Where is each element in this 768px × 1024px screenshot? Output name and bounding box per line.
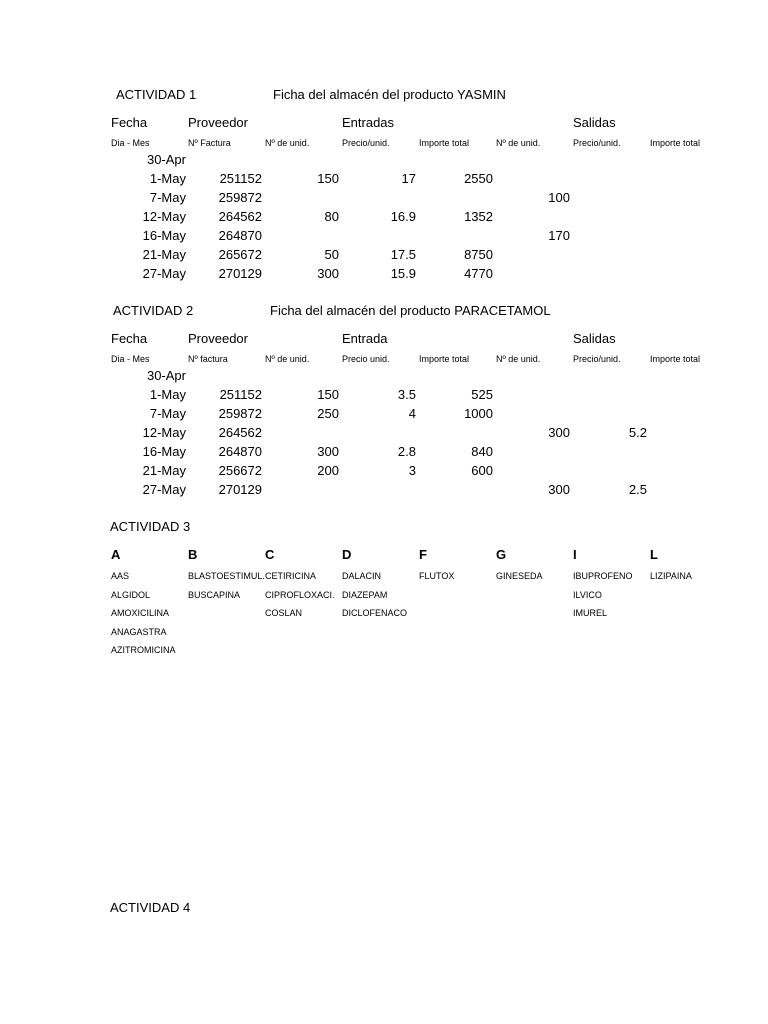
cell-fecha: 21-May bbox=[142, 247, 186, 262]
subheader-cell: Nº de unid. bbox=[265, 354, 310, 364]
cell-e-unid: 200 bbox=[317, 463, 339, 478]
column-letter: A bbox=[111, 547, 121, 562]
cell-e-unid: 80 bbox=[324, 209, 339, 224]
drug-item: AMOXICILINA bbox=[111, 608, 170, 618]
cell-e-unid: 150 bbox=[317, 387, 339, 402]
cell-e-importe: 840 bbox=[471, 444, 493, 459]
table-row bbox=[0, 209, 768, 227]
subheader-cell: Nº factura bbox=[188, 354, 228, 364]
cell-e-precio: 3 bbox=[408, 463, 416, 478]
cell-factura: 270129 bbox=[218, 266, 262, 281]
table-row bbox=[0, 444, 768, 462]
drug-item: FLUTOX bbox=[419, 571, 455, 581]
cell-e-importe: 525 bbox=[471, 387, 493, 402]
drug-item: BLASTOESTIMUL. bbox=[188, 571, 265, 581]
cell-s-unid: 170 bbox=[548, 228, 570, 243]
header-salidas: Salidas bbox=[573, 331, 616, 346]
cell-factura: 259872 bbox=[218, 406, 262, 421]
column-letter: L bbox=[650, 547, 658, 562]
cell-factura: 264562 bbox=[218, 425, 262, 440]
cell-e-precio: 2.8 bbox=[397, 444, 416, 459]
cell-fecha: 7-May bbox=[149, 190, 186, 205]
drug-item: COSLAN bbox=[265, 608, 303, 618]
cell-e-unid: 50 bbox=[324, 247, 339, 262]
cell-e-importe: 600 bbox=[471, 463, 493, 478]
drug-item: CETIRICINA bbox=[265, 571, 317, 581]
cell-fecha: 16-May bbox=[142, 444, 186, 459]
cell-e-precio: 15.9 bbox=[390, 266, 416, 281]
subheader-cell: Importe total bbox=[419, 138, 470, 148]
header-entradas: Entradas bbox=[342, 115, 395, 130]
table-row bbox=[0, 406, 768, 424]
subheader-cell: Nº Factura bbox=[188, 138, 231, 148]
subheader-cell: Nº de unid. bbox=[265, 138, 310, 148]
actividad-1-title: Ficha del almacén del producto YASMIN bbox=[273, 87, 506, 102]
subheader-cell: Precio/unid. bbox=[573, 354, 621, 364]
drug-item: AAS bbox=[111, 571, 130, 581]
subheader-cell: Nº de unid. bbox=[496, 138, 541, 148]
subheader-cell: Dia - Mes bbox=[111, 138, 150, 148]
cell-e-importe: 2550 bbox=[464, 171, 493, 186]
table-row bbox=[0, 152, 768, 170]
drug-item: DALACIN bbox=[342, 571, 382, 581]
cell-e-precio: 16.9 bbox=[390, 209, 416, 224]
cell-factura: 259872 bbox=[218, 190, 262, 205]
subheader-cell: Importe total bbox=[650, 354, 701, 364]
cell-e-importe: 8750 bbox=[464, 247, 493, 262]
drug-item: CIPROFLOXACI. bbox=[265, 589, 335, 600]
drug-item: ANAGASTRA bbox=[111, 626, 167, 637]
cell-fecha: 12-May bbox=[142, 209, 186, 224]
cell-s-unid: 300 bbox=[548, 425, 570, 440]
column-letter: I bbox=[573, 547, 577, 562]
cell-e-precio: 17.5 bbox=[390, 247, 416, 262]
header-proveedor: Proveedor bbox=[188, 331, 248, 346]
column-letter: F bbox=[419, 547, 427, 562]
column-letter: C bbox=[265, 547, 275, 562]
cell-factura: 264562 bbox=[218, 209, 262, 224]
header-salidas: Salidas bbox=[573, 115, 616, 130]
drug-item: IBUPROFENO bbox=[573, 571, 633, 581]
actividad-1-label: ACTIVIDAD 1 bbox=[116, 87, 197, 102]
header-fecha: Fecha bbox=[111, 331, 148, 346]
cell-e-unid: 300 bbox=[317, 266, 339, 281]
cell-s-precio: 5.2 bbox=[628, 425, 647, 440]
column-letter: D bbox=[342, 547, 352, 562]
drug-item: IMUREL bbox=[573, 608, 608, 618]
cell-e-importe: 1000 bbox=[464, 406, 493, 421]
column-letter: B bbox=[188, 547, 198, 562]
table-row bbox=[0, 247, 768, 265]
cell-fecha: 30-Apr bbox=[146, 368, 186, 383]
cell-factura: 264870 bbox=[218, 228, 262, 243]
cell-factura: 270129 bbox=[218, 482, 262, 497]
table-row bbox=[0, 266, 768, 284]
drug-item: BUSCAPINA bbox=[188, 589, 241, 600]
table-row bbox=[0, 228, 768, 246]
cell-fecha: 1-May bbox=[149, 171, 186, 186]
actividad-3-label: ACTIVIDAD 3 bbox=[110, 519, 191, 534]
cell-e-precio: 4 bbox=[408, 406, 416, 421]
cell-e-unid: 300 bbox=[317, 444, 339, 459]
subheader-cell: Precio/unid. bbox=[342, 138, 390, 148]
cell-e-precio: 3.5 bbox=[397, 387, 416, 402]
cell-s-unid: 100 bbox=[548, 190, 570, 205]
header-fecha: Fecha bbox=[111, 115, 148, 130]
cell-factura: 251152 bbox=[219, 171, 262, 186]
table-row bbox=[0, 387, 768, 405]
subheader-cell: Dia - Mes bbox=[111, 354, 150, 364]
drug-item: DIAZEPAM bbox=[342, 589, 388, 600]
drug-item: ALGIDOL bbox=[111, 589, 151, 600]
drug-item: LIZIPAINA bbox=[650, 571, 692, 581]
cell-e-importe: 1352 bbox=[464, 209, 493, 224]
drug-item: GINESEDA bbox=[496, 571, 543, 581]
cell-factura: 265672 bbox=[218, 247, 262, 262]
cell-factura: 251152 bbox=[219, 387, 262, 402]
subheader-cell: Precio unid. bbox=[342, 354, 390, 364]
cell-e-unid: 150 bbox=[317, 171, 339, 186]
header-entradas: Entrada bbox=[342, 331, 388, 346]
cell-s-unid: 300 bbox=[548, 482, 570, 497]
cell-e-importe: 4770 bbox=[464, 266, 493, 281]
cell-fecha: 12-May bbox=[142, 425, 186, 440]
cell-fecha: 27-May bbox=[142, 266, 186, 281]
actividad-2-title: Ficha del almacén del producto PARACETAMOL bbox=[270, 303, 551, 318]
subheader-cell: Precio/unid. bbox=[573, 138, 621, 148]
cell-fecha: 7-May bbox=[149, 406, 186, 421]
actividad-4-label: ACTIVIDAD 4 bbox=[110, 900, 191, 915]
cell-fecha: 21-May bbox=[142, 463, 186, 478]
subheader-cell: Importe total bbox=[650, 138, 701, 148]
cell-fecha: 1-May bbox=[149, 387, 186, 402]
table-row bbox=[0, 171, 768, 189]
column-letter: G bbox=[496, 547, 507, 562]
cell-fecha: 30-Apr bbox=[146, 152, 186, 167]
header-proveedor: Proveedor bbox=[188, 115, 248, 130]
drug-item: AZITROMICINA bbox=[111, 645, 176, 655]
cell-e-unid: 250 bbox=[317, 406, 339, 421]
subheader-cell: Nº de unid. bbox=[496, 354, 541, 364]
subheader-cell: Importe total bbox=[419, 354, 470, 364]
cell-e-precio: 17 bbox=[401, 171, 416, 186]
actividad-2-label: ACTIVIDAD 2 bbox=[113, 303, 194, 318]
cell-fecha: 27-May bbox=[142, 482, 186, 497]
table-row bbox=[0, 482, 768, 500]
cell-fecha: 16-May bbox=[142, 228, 186, 243]
cell-factura: 256672 bbox=[218, 463, 262, 478]
table-row bbox=[0, 463, 768, 481]
table-row bbox=[0, 368, 768, 386]
table-row bbox=[0, 425, 768, 443]
drug-item: DICLOFENACO bbox=[342, 608, 408, 618]
table-row bbox=[0, 190, 768, 208]
cell-s-precio: 2.5 bbox=[628, 482, 647, 497]
drug-item: ILVICO bbox=[573, 589, 602, 600]
cell-factura: 264870 bbox=[218, 444, 262, 459]
